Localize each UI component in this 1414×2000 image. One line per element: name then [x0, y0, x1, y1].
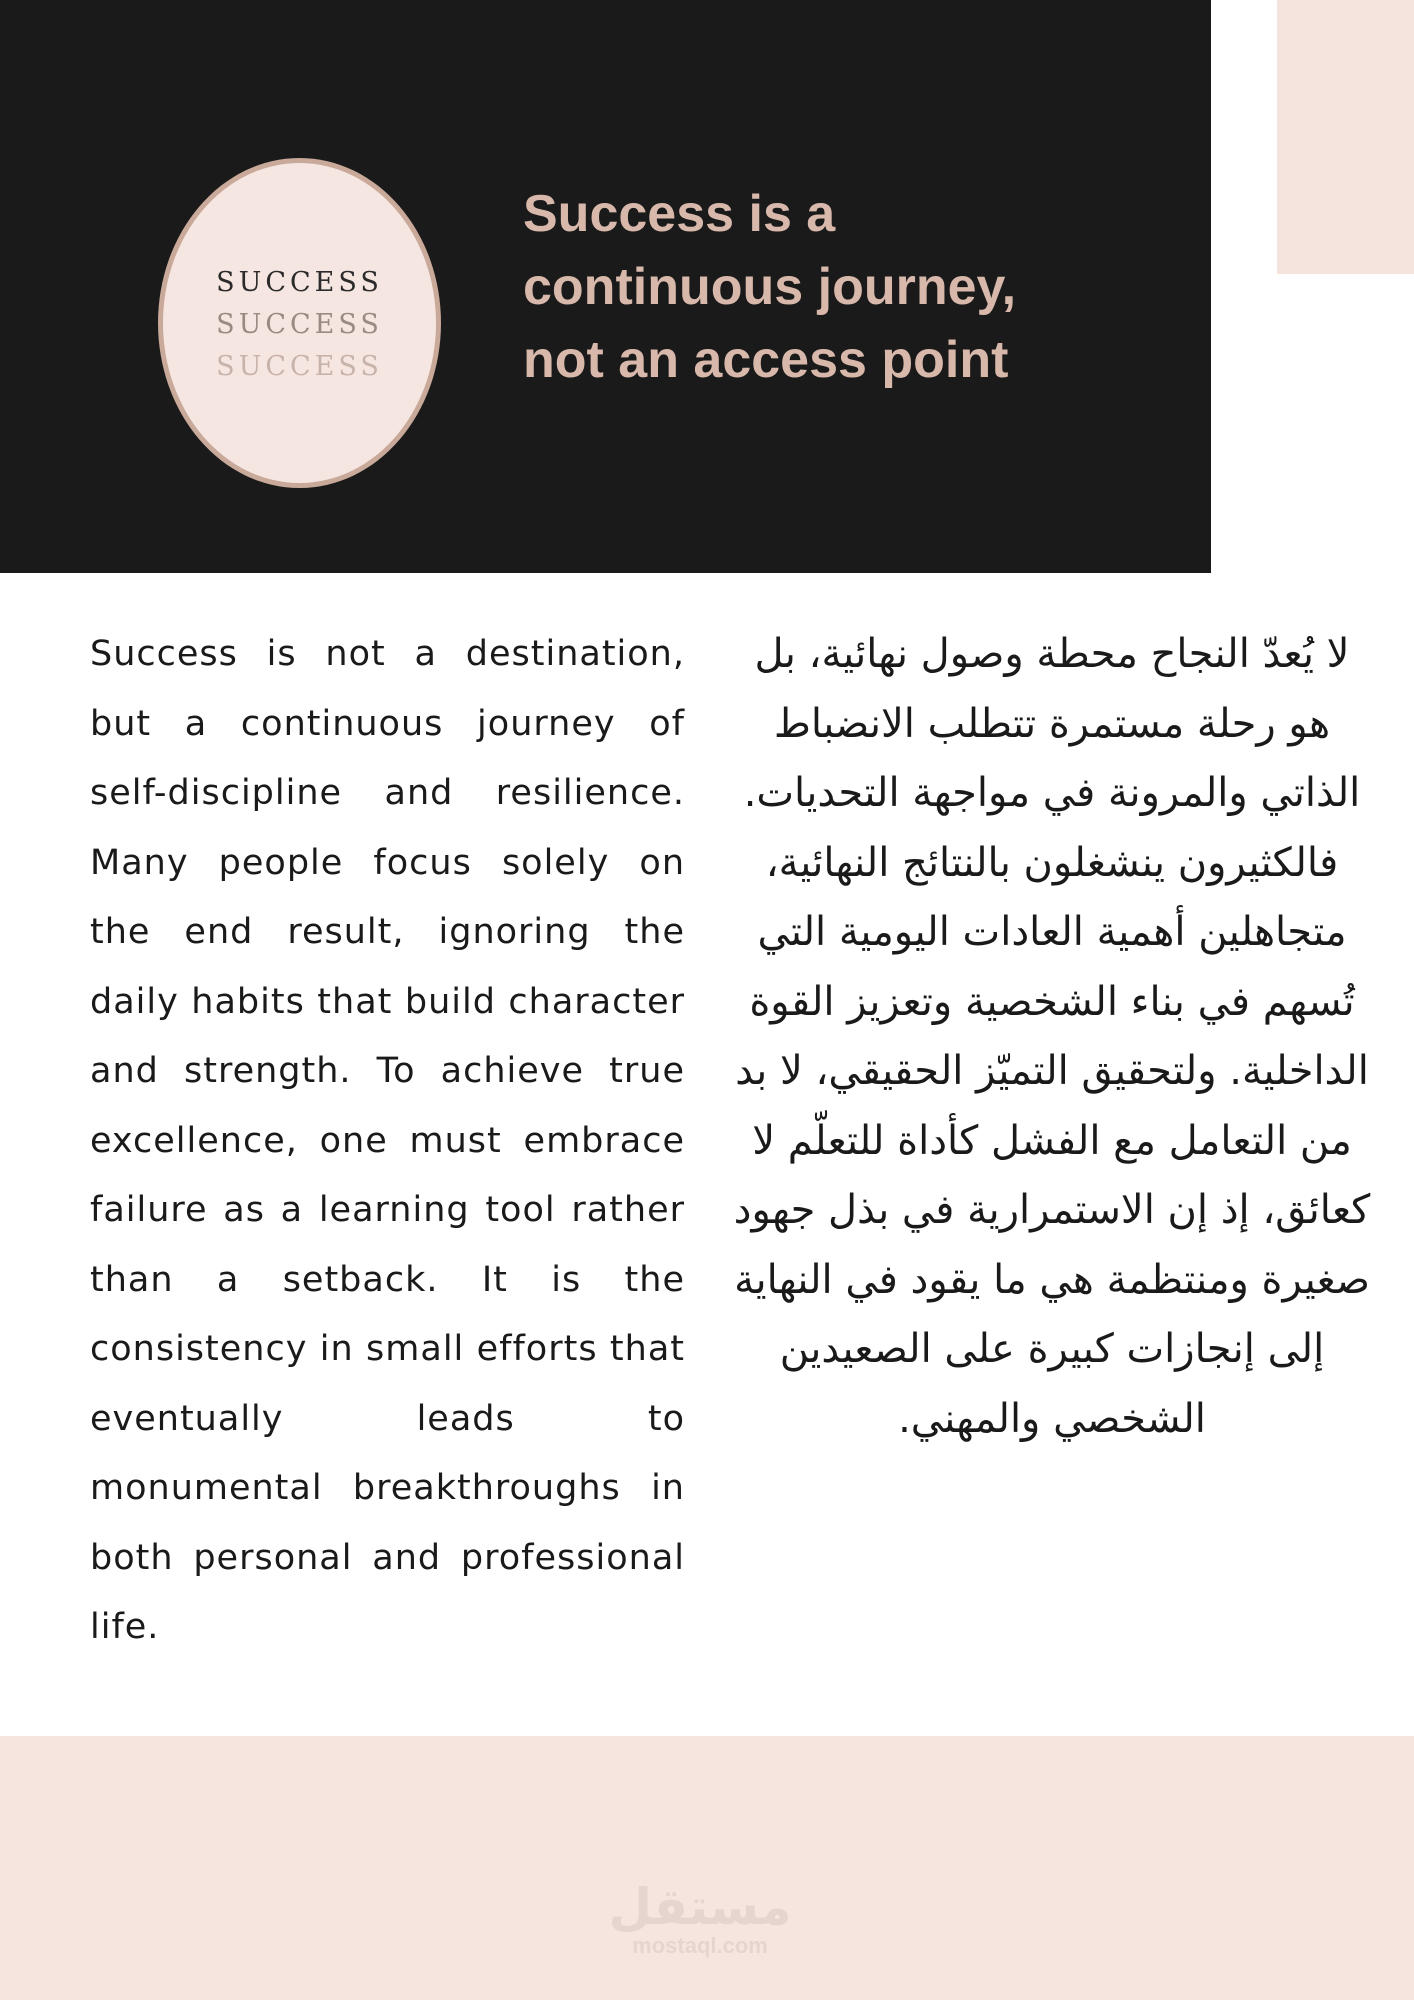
arabic-paragraph: لا يُعدّ النجاح محطة وصول نهائية، بل هو رحلة مستمرة تتطلب الانضباط الذاتي والمرونة في مواجهة التحديات. فالكثيرون ينشغلون بالنتائج النهائية، متجاهلين أهمية العادات اليومية التي تُسهم في بناء الشخصية وتعزيز القوة الداخلية. ولتحقيق التميّز الحقيقي، لا بد من التعامل مع الفشل كأداة للتعلّم لا كعائق، إذ إن الاستمرارية في بذل جهود صغيرة ومنتظمة هي ما يقود في النهاية إلى إنجازات كبيرة على الصعيدين الشخصي والمهني. [733, 631, 1371, 1442]
badge-line-2: SUCCESS [216, 309, 383, 340]
badge-line-1: SUCCESS [216, 267, 383, 298]
corner-accent-block [1277, 0, 1414, 274]
header-banner [0, 0, 1211, 573]
watermark [560, 1878, 840, 1958]
badge-line-3: SUCCESS [216, 351, 383, 382]
watermark-url: mostaql.com [632, 1933, 768, 1958]
english-paragraph: Success is not a destination, but a continuous journey of self-discipline and resilience. Many people focus solely on the end result, ignoring the daily habits that build character and strength. To achieve true excellence, one must embrace failure as a learning tool rather than a setback. It is the consistency in small efforts that eventually leads to monumental breakthroughs in both personal and professional life. [90, 634, 685, 1647]
watermark-logo: مستقل [608, 1878, 792, 1936]
success-badge [158, 158, 441, 488]
footer-band [0, 1736, 1414, 2000]
headline: Success is a continuous journey, not an access point [523, 185, 1017, 389]
